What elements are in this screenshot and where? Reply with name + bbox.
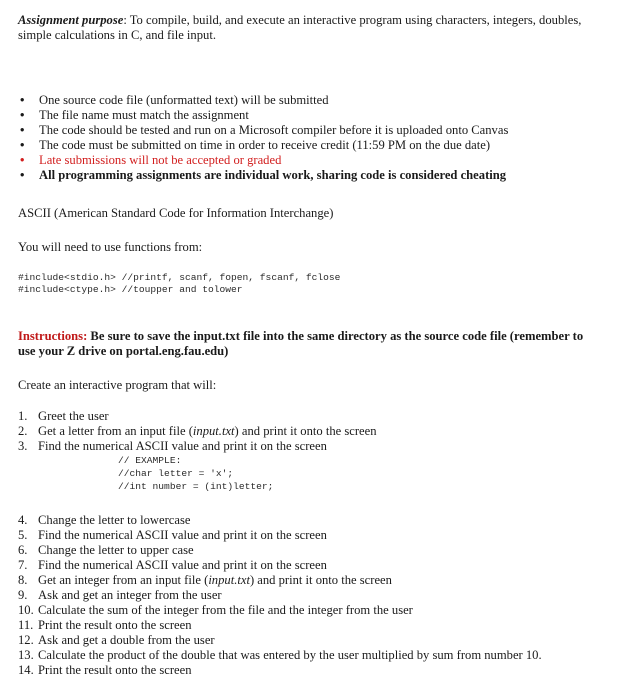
list-item: 12. Ask and get a double from the user: [18, 633, 215, 647]
functions-intro: You will need to use functions from:: [18, 240, 203, 254]
list-item: 2. Get a letter from an input file (input.txt) and print it onto the screen: [18, 424, 377, 438]
requirements-list: [20, 93, 508, 183]
list-item-late-submissions: • Late submissions will not be accepted or graded: [20, 153, 282, 167]
list-item: 13. Calculate the product of the double that was entered by the user multiplied by sum from number 10.: [18, 648, 542, 662]
list-item: • The code should be tested and run on a Microsoft compiler before it is uploaded onto Canvas: [20, 123, 509, 137]
example-code-line: // EXAMPLE:: [118, 455, 182, 466]
instructions-label: Instructions:: [18, 329, 88, 343]
list-item: 7. Find the numerical ASCII value and print it on the screen: [18, 558, 327, 572]
ascii-heading: ASCII (American Standard Code for Information Interchange): [18, 206, 334, 220]
example-code-line: //char letter = 'x';: [118, 468, 234, 479]
bullet-icon: •: [20, 138, 25, 152]
bullet-icon: •: [20, 168, 25, 182]
list-item: 5. Find the numerical ASCII value and print it on the screen: [18, 528, 327, 542]
bullet-icon: •: [20, 108, 25, 122]
create-intro: Create an interactive program that will:: [18, 378, 217, 392]
list-item: • The code must be submitted on time in order to receive credit (11:59 PM on the due date): [20, 138, 491, 152]
purpose-label: Assignment purpose: [18, 13, 124, 27]
list-item: 9. Ask and get an integer from the user: [18, 588, 222, 602]
list-item: • The file name must match the assignment: [20, 108, 249, 122]
assignment-purpose: [18, 13, 603, 43]
bullet-icon: •: [20, 153, 25, 167]
list-item-individual-work: • All programming assignments are individual work, sharing code is considered cheating: [20, 168, 507, 182]
bullet-icon: •: [20, 123, 25, 137]
list-item: 4. Change the letter to lowercase: [18, 513, 191, 527]
include-ctype: #include<ctype.h> //toupper and tolower: [18, 284, 243, 295]
list-item: 14. Print the result onto the screen: [18, 663, 192, 677]
list-item: 11. Print the result onto the screen: [18, 618, 192, 632]
list-item: 8. Get an integer from an input file (input.txt) and print it onto the screen: [18, 573, 392, 587]
list-item: • One source code file (unformatted text) will be submitted: [20, 93, 329, 107]
purpose-text: : To compile, build, and execute an interactive program using characters, integers, doubles, simple calculations in C, and file input.: [18, 13, 582, 42]
list-item: 6. Change the letter to upper case: [18, 543, 194, 557]
list-item: 1. Greet the user: [18, 409, 109, 423]
example-code-line: //int number = (int)letter;: [118, 481, 274, 492]
include-stdio: #include<stdio.h> //printf, scanf, fopen, fscanf, fclose: [18, 272, 341, 283]
steps-list-part2: [18, 513, 542, 678]
bullet-icon: •: [20, 93, 25, 107]
instructions-text: Be sure to save the input.txt file into the same directory as the source code file (remember to use your Z drive on portal.eng.fau.edu): [18, 329, 584, 358]
instructions: [18, 329, 598, 359]
list-item: 10. Calculate the sum of the integer from the file and the integer from the user: [18, 603, 413, 617]
steps-list-part1: [18, 409, 377, 454]
list-item: 3. Find the numerical ASCII value and print it on the screen: [18, 439, 327, 453]
